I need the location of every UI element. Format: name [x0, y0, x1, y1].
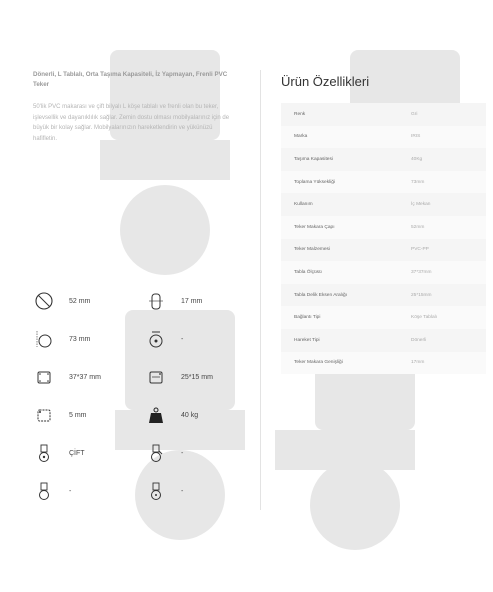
weight-icon: [145, 404, 167, 426]
spec-value: -: [181, 487, 184, 495]
spec-row: [33, 290, 243, 316]
row-key: Marka: [294, 134, 308, 140]
spec-row: [33, 480, 243, 506]
table-row: [281, 148, 486, 171]
row-key: Tabla Delik Eksen Aralığı: [294, 292, 348, 298]
row-value: Gri: [411, 111, 418, 117]
hole-spacing-icon: [145, 366, 167, 388]
row-value: IRIS: [411, 134, 421, 140]
row-key: Teker Makara Genişliği: [294, 360, 343, 366]
row-value: PVC-PP: [411, 247, 429, 253]
spec-row: [33, 442, 243, 468]
row-value: 73mm: [411, 179, 425, 185]
offset-icon: [145, 328, 167, 350]
caster-alt-icon: [145, 480, 167, 502]
row-value: Köşe Tablalı: [411, 315, 438, 321]
table-row: [281, 329, 486, 352]
row-value: 17mm: [411, 360, 425, 366]
width-icon: [145, 290, 167, 312]
spec-value: 5 mm: [69, 411, 87, 419]
spec-row: [33, 328, 243, 354]
row-key: Toplama Yüksekliği: [294, 179, 335, 185]
table-row: [281, 193, 486, 216]
row-key: Bağlantı Tipi: [294, 315, 321, 321]
height-icon: [33, 328, 55, 350]
row-key: Hareket Tipi: [294, 337, 320, 343]
table-row: [281, 126, 486, 149]
spec-value: ÇİFT: [69, 449, 85, 457]
spec-value: 52 mm: [69, 297, 91, 305]
spec-value: 37*37 mm: [69, 373, 101, 381]
row-value: 52mm: [411, 224, 425, 230]
row-value: 37*37mm: [411, 269, 432, 275]
wheel-diameter-icon: [33, 290, 55, 312]
caster-icon: [33, 480, 55, 502]
row-value: İç Mekan: [411, 202, 431, 208]
table-row: [281, 216, 486, 239]
product-subtitle: Dönerli, L Tablalı, Orta Taşıma Kapasiteli, İz Yapmayan, Frenli PVC Teker: [33, 71, 228, 88]
row-key: Teker Makara Çapı: [294, 224, 335, 230]
table-row: [281, 171, 486, 194]
ball-bearing-icon: [33, 442, 55, 464]
spec-value: 40 kg: [181, 411, 199, 419]
product-description: 50'lik PVC makarası ve çift bilyalı L köşe tablalı ve frenli olan bu teker, işlevsellik ve dayanıklılık sağlar. Zemin dostu olması mobilyalarınız için de büyük bir kolay sağlar. Mobilyalarınızın hareketlendirin ve yükünüzü hafifletin.: [33, 104, 230, 142]
row-key: Taşıma Kapasitesi: [294, 156, 333, 162]
row-value: Dönerli: [411, 337, 427, 343]
row-key: Kullanım: [294, 202, 313, 208]
spec-value: 17 mm: [181, 297, 203, 305]
hole-diameter-icon: [33, 404, 55, 426]
table-row: [281, 261, 486, 284]
features-table: [281, 103, 486, 374]
product-intro: [33, 70, 233, 144]
features-title: Ürün Özellikleri: [281, 74, 370, 89]
spec-row: [33, 404, 243, 430]
table-row: [281, 103, 486, 126]
table-row: [281, 284, 486, 307]
brake-icon: [145, 442, 167, 464]
row-value: 40Kg: [411, 156, 423, 162]
column-divider: [260, 70, 261, 510]
row-key: Teker Malzemesi: [294, 247, 330, 253]
row-value: 25*15mm: [411, 292, 432, 298]
table-row: [281, 239, 486, 262]
spec-value: 73 mm: [69, 335, 91, 343]
spec-row: [33, 366, 243, 392]
table-row: [281, 306, 486, 329]
spec-value: -: [181, 449, 184, 457]
plate-size-icon: [33, 366, 55, 388]
row-key: Renk: [294, 111, 306, 117]
spec-value: -: [181, 335, 184, 343]
row-key: Tabla Ölçüsü: [294, 269, 322, 275]
table-row: [281, 352, 486, 375]
spec-value: -: [69, 487, 72, 495]
spec-value: 25*15 mm: [181, 373, 213, 381]
